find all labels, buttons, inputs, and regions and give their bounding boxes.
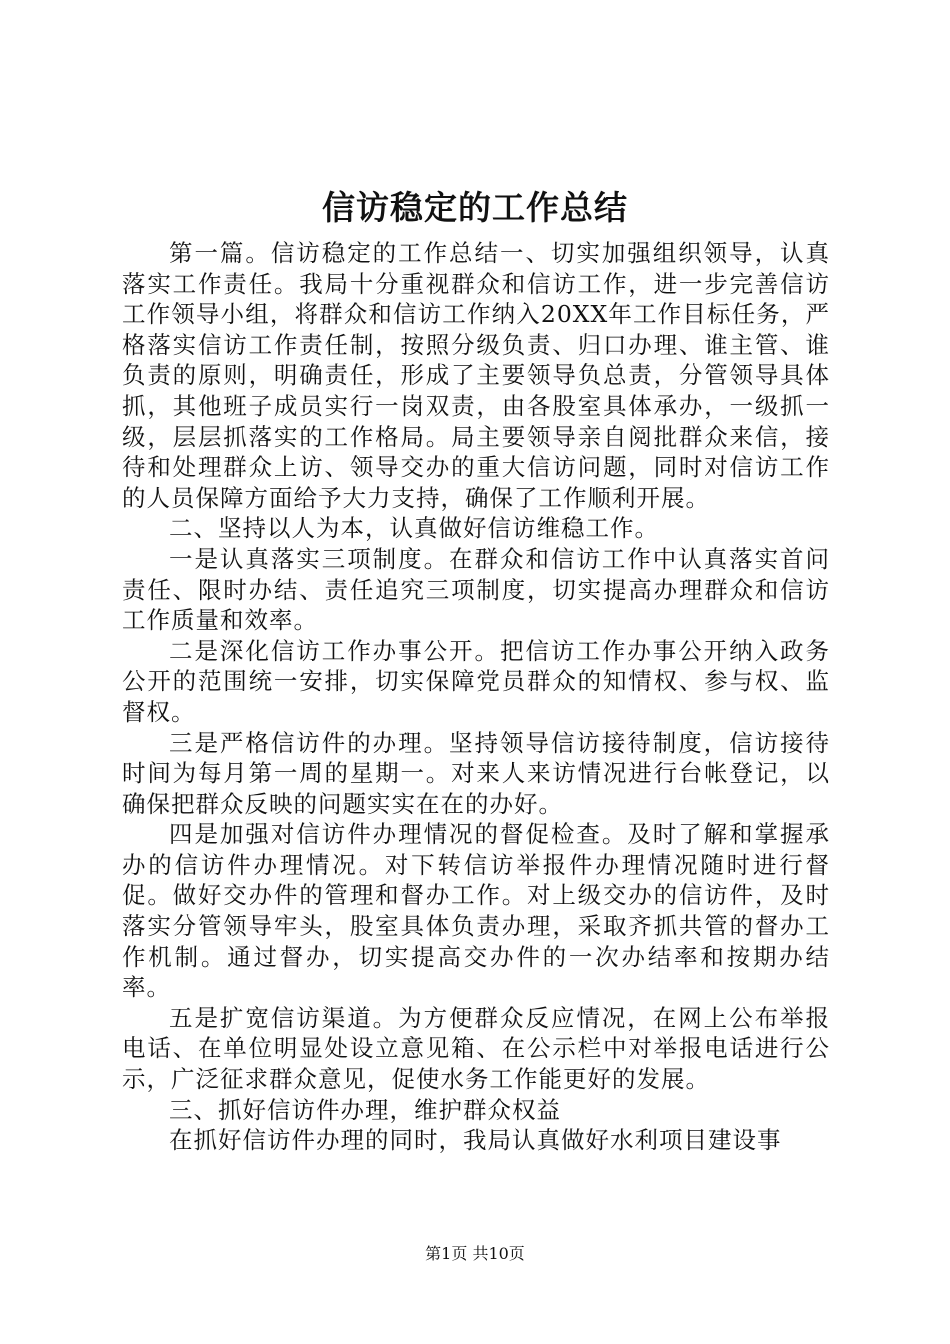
paragraph-8: 三、抓好信访件办理，维护群众权益 [169, 1095, 561, 1124]
page-indicator: 第1页 共10页 [425, 1244, 525, 1263]
paragraph-5: 三是严格信访件的办理。坚持领导信访接待制度，信访接待时间为每月第一周的星期一。对来人来访情况进行台帐登记，以确保把群众反映的问题实实在在的办好。 [122, 728, 830, 818]
paragraph-4: 二是深化信访工作办事公开。把信访工作办事公开纳入政务公开的范围统一安排，切实保障党员群众的知情权、参与权、监督权。 [122, 636, 830, 726]
paragraph-7: 五是扩宽信访渠道。为方便群众反应情况，在网上公布举报电话、在单位明显处设立意见箱、在公示栏中对举报电话进行公示，广泛征求群众意见，促使水务工作能更好的发展。 [122, 1003, 830, 1094]
page-footer [0, 1243, 950, 1265]
paragraph-6: 四是加强对信访件办理情况的督促检查。及时了解和掌握承办的信访件办理情况。对下转信访举报件办理情况随时进行督促。做好交办件的管理和督办工作。对上级交办的信访件，及时落实分管领导牢头，股室具体负责办理，采取齐抓共管的督办工作机制。通过督办，切实提高交办件的一次办结率和按期办结率。 [122, 820, 830, 1002]
paragraph-1: 第一篇。信访稳定的工作总结一、切实加强组织领导，认真落实工作责任。我局十分重视群众和信访工作，进一步完善信访工作领导小组，将群众和信访工作纳入20XX年工作目标任务，严格落实信访工作责任制，按照分级负责、归口办理、谁主管、谁负责的原则，明确责任，形成了主要领导负总责，分管领导具体抓，其他班子成员实行一岗双责，由各股室具体承办，一级抓一级，层层抓落实的工作格局。局主要领导亲自阅批群众来信，接待和处理群众上访、领导交办的重大信访问题，同时对信访工作的人员保障方面给予大力支持，确保了工作顺利开展。 [122, 239, 830, 512]
paragraph-2: 二、坚持以人为本，认真做好信访维稳工作。 [169, 514, 659, 543]
paragraph-9: 在抓好信访件办理的同时，我局认真做好水利项目建设事 [169, 1126, 782, 1155]
document-body [122, 238, 830, 1156]
paragraph-3: 一是认真落实三项制度。在群众和信访工作中认真落实首问责任、限时办结、责任追究三项制度，切实提高办理群众和信访工作质量和效率。 [122, 544, 830, 635]
document-title: 信访稳定的工作总结 [322, 188, 628, 227]
